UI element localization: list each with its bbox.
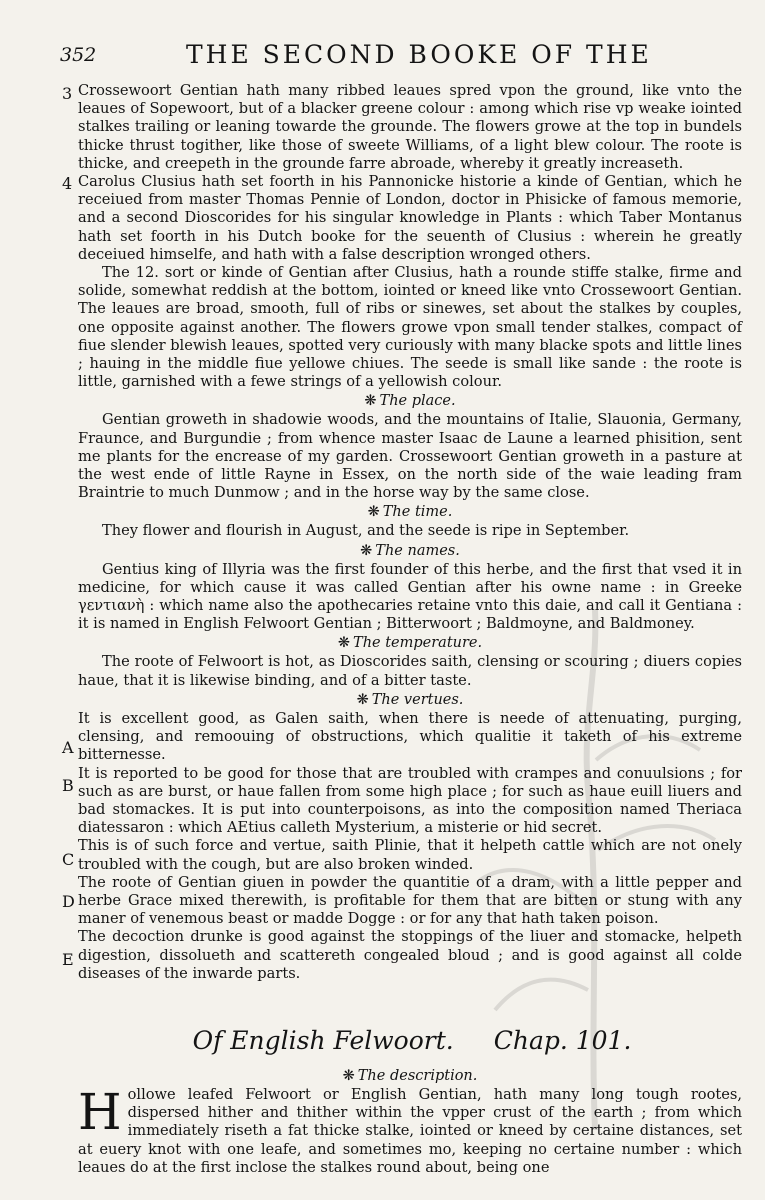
chapter-name: Of English Felwoort. [192, 1026, 454, 1055]
paragraph: The 12. sort or kinde of Gentian after Clusius, hath a rounde stiffe stalke, firme and solide, somewhat reddish at the bottom, iointed or kneed like vnto Crossewoort Gentian. The leaues are broad, smooth, full of ribs or sinewes, set about the stalkes by couples, one opposite against another. The flowers growe vpon small tender stalkes, compact of fiue slender blewish leaues, spotted very curiously with many blacke spots and little lines ; hauing in the middle fiue yellowe chiues. The seede is small like sande : the roote is little, garnished with a fewe strings of a yellowish colour. [78, 264, 742, 391]
paragraph: Gentius king of Illyria was the first founder of this herbe, and the first that vsed it in medicine, for which cause it was called Gentian after his owne name : in Greeke γεντιανὴ : which name also the apothecaries retaine vnto this daie, and call it Gentiana : it is named in English Felwoort Gentian ; Bitterwoort ; Baldmoyne, and Baldmoney. [78, 560, 742, 633]
paragraph-number: 3 [62, 84, 73, 103]
paragraph: They flower and flourish in August, and the seede is ripe in September. [102, 522, 630, 540]
vertue-item: This is of such force and vertue, saith Plinie, that it helpeth cattle which are not onely troubled with the cough, but are also broken winded. [78, 837, 742, 873]
star-ornament-icon: ❋ [367, 504, 380, 521]
vertue-letter: E [62, 950, 74, 969]
section-heading-vertues: ❋ The vertues. [356, 691, 464, 708]
text-block-description [78, 82, 742, 983]
paragraph: Carolus Clusius hath set foorth in his Pannonicke historie a kinde of Gentian, which he receiued from master Thomas Pennie of London, doctor in Phisicke of famous memorie, and a second Dioscorides for his singular knowledge in Plants : which Taber Montanus hath set foorth in his Dutch booke for the seuenth of Clusius : wherein he greatly deceiued himselfe, and hath with a false description wronged others. [78, 173, 742, 263]
star-ornament-icon: ❋ [337, 635, 351, 652]
vertue-item: The decoction drunke is good against the stoppings of the liuer and stomacke, helpeth digestion, dissolueth and scattereth congealed bloud ; and is good against all colde diseases of the inwarde parts. [78, 928, 742, 982]
vertue-letter: D [62, 892, 75, 911]
section-heading-temperature: ❋ The temperature. [337, 635, 483, 652]
page-header [60, 40, 720, 72]
vertue-letter: B [62, 776, 74, 795]
vertue-letter: A [62, 738, 74, 757]
star-ornament-icon: ❋ [364, 393, 377, 410]
running-head: THE SECOND BOOKE OF THE [186, 40, 652, 69]
paragraph: Gentian groweth in shadowie woods, and the mountains of Italie, Slauonia, Germany, Fraunce, and Burgundie ; from whence master Isaac de Laune a learned phisition, sent me plants for the encrease of my garden. Crossewoort Gentian groweth in a pasture at the west ende of little Rayne in Essex, on the north side of the waie leading fram Braintrie to much Dunmow ; and in the horse way by the same close. [78, 411, 742, 502]
vertue-item: It is excellent good, as Galen saith, when there is neede of attenuating, purging, clensing, and remoouing of obstructions, which qualitie it taketh of his extreme bitternesse. [78, 709, 742, 764]
paragraph-number: 4 [62, 174, 73, 193]
vertue-item: It is reported to be good for those that are troubled with crampes and conuulsions ; for such as are burst, or haue fallen from some high place ; for such as haue euill liuers and bad stomackes. It is put into counterpoisons, as into the composition named Theriaca diatessaron : which AEtius calleth Mysterium, a misterie or hid secret. [78, 764, 742, 837]
star-ornament-icon: ❋ [356, 691, 369, 708]
section-heading-description: ❋ The description. [342, 1068, 478, 1084]
vertue-letter: C [62, 850, 75, 869]
vertue-item: The roote of Gentian giuen in powder the quantitie of a dram, with a little pepper and herbe Grace mixed therewith, is profitable for them that are bitten or stung with any maner of venemous beast or madde Dogge : or for any that hath taken poison. [78, 873, 742, 928]
section-heading-place: ❋ The place. [364, 393, 456, 410]
star-ornament-icon: ❋ [342, 1068, 355, 1084]
drop-capital: H [78, 1083, 122, 1141]
chapter-number: Chap. 101. [493, 1026, 632, 1055]
page-number: 352 [60, 44, 97, 66]
chapter-paragraph: Hollowe leafed Felwoort or English Gentian, hath many long tough rootes, dispersed hither and thither within the vpper crust of the earth ; from which immediately riseth a fat thicke stalke, iointed or kneed by certaine distances, set at euery knot with one leafe, and sometimes mo, keeping no certaine number : which leaues do at the first inclose the stalkes round about, being one [78, 1083, 742, 1176]
paragraph: The roote of Felwoort is hot, as Dioscorides saith, clensing or scouring ; diuers copies haue, that it is likewise binding, and of a bitter taste. [78, 653, 742, 689]
section-heading-time: ❋ The time. [367, 504, 453, 521]
text-block-chapter [78, 1066, 742, 1177]
star-ornament-icon: ❋ [360, 542, 373, 559]
paragraph: Crossewoort Gentian hath many ribbed leaues spred vpon the ground, like vnto the leaues of Sopewoort, but of a blacker greene colour : among which rise vp weake iointed stalkes trailing or leaning towarde the grounde. The flowers growe at the top in bundels thicke thrust togither, like those of sweete Williams, of a light blew colour. The roote is thicke, and creepeth in the grounde farre abroade, whereby it greatly increaseth. [78, 82, 742, 172]
chapter-title [80, 1026, 744, 1055]
section-heading-names: ❋ The names. [360, 542, 460, 559]
